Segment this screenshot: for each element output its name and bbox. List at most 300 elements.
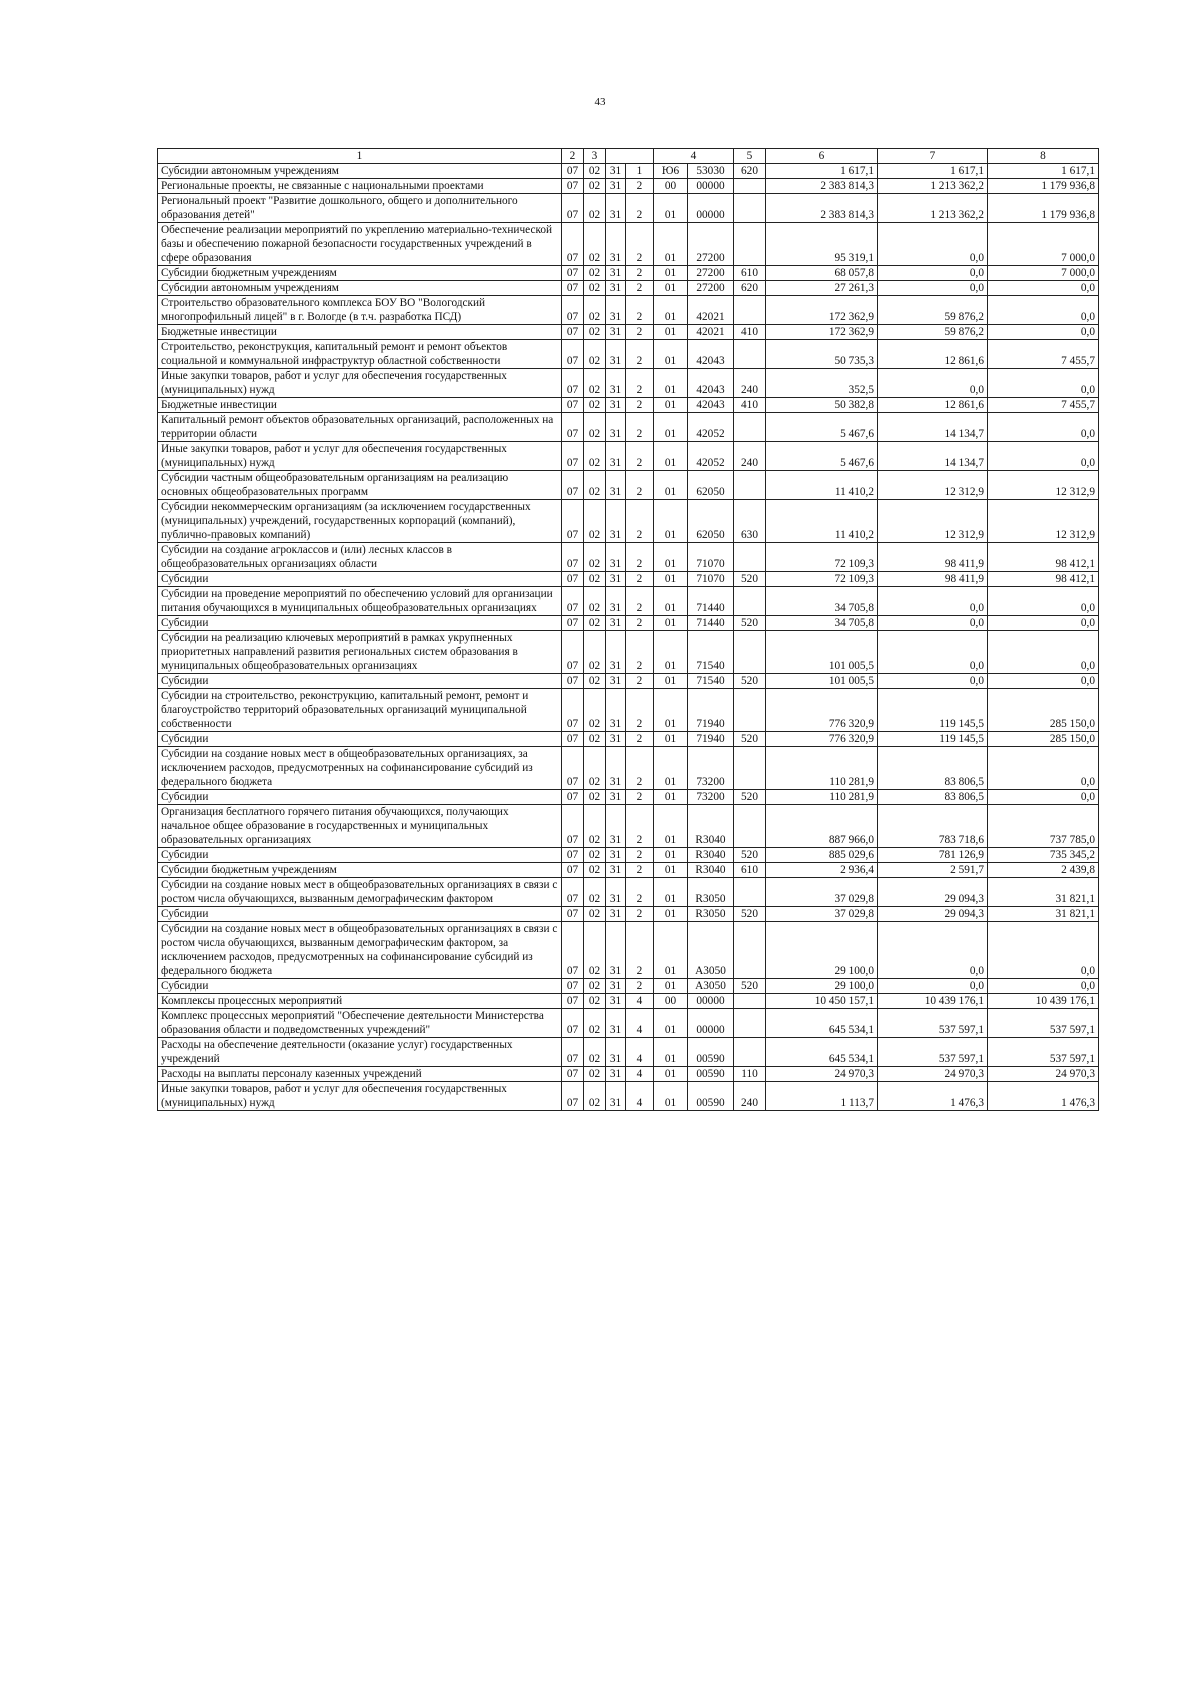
code-cell: 2 [626, 674, 654, 689]
code-cell: 31 [606, 907, 626, 922]
code-cell: 07 [562, 922, 584, 979]
row-name-cell: Субсидии на реализацию ключевых мероприятий в рамках укрупненных приоритетных направлений развития региональных систем образования в муниципальных общеобразовательных организациях [158, 631, 562, 674]
code-cell: 31 [606, 1082, 626, 1111]
code-cell: 31 [606, 878, 626, 907]
code-cell: 02 [584, 616, 606, 631]
code-cell: 31 [606, 500, 626, 543]
code-cell: 1 [626, 164, 654, 179]
code-cell: 31 [606, 296, 626, 325]
header-cell: 1 [158, 149, 562, 164]
code-cell: 00590 [688, 1082, 734, 1111]
code-cell: 2 [626, 922, 654, 979]
row-name-cell: Региональный проект "Развитие дошкольного, общего и дополнительного образования детей" [158, 194, 562, 223]
code-cell: 31 [606, 281, 626, 296]
code-cell: 02 [584, 266, 606, 281]
code-cell: 07 [562, 296, 584, 325]
code-cell: 2 [626, 747, 654, 790]
amount-year3-cell: 0,0 [988, 587, 1099, 616]
code-cell: 2 [626, 296, 654, 325]
code-cell: 02 [584, 848, 606, 863]
code-cell: 31 [606, 572, 626, 587]
amount-year1-cell: 27 261,3 [766, 281, 878, 296]
code-cell: 31 [606, 1009, 626, 1038]
code-cell: 02 [584, 340, 606, 369]
header-cell [606, 149, 654, 164]
code-cell: 02 [584, 543, 606, 572]
code-cell: 02 [584, 572, 606, 587]
code-cell: 00000 [688, 194, 734, 223]
code-cell: 2 [626, 223, 654, 266]
row-name-cell: Субсидии на создание новых мест в общеобразовательных организациях в связи с ростом числа обучающихся, вызванным демографическим фактором [158, 878, 562, 907]
amount-year2-cell: 537 597,1 [878, 1038, 988, 1067]
code-cell: 02 [584, 194, 606, 223]
amount-year1-cell: 50 735,3 [766, 340, 878, 369]
table-row [158, 164, 1099, 179]
header-row [158, 149, 1099, 164]
code-cell: 01 [654, 281, 688, 296]
code-cell: 02 [584, 223, 606, 266]
code-cell: 07 [562, 863, 584, 878]
code-cell: 07 [562, 442, 584, 471]
amount-year1-cell: 776 320,9 [766, 689, 878, 732]
amount-year2-cell: 14 134,7 [878, 442, 988, 471]
code-cell: 31 [606, 1038, 626, 1067]
amount-year3-cell: 0,0 [988, 922, 1099, 979]
code-cell: 4 [626, 1038, 654, 1067]
table-row [158, 500, 1099, 543]
header-cell: 6 [766, 149, 878, 164]
amount-year2-cell: 29 094,3 [878, 878, 988, 907]
code-cell: 00 [654, 994, 688, 1009]
amount-year1-cell: 172 362,9 [766, 325, 878, 340]
code-cell: 07 [562, 1009, 584, 1038]
amount-year3-cell: 0,0 [988, 616, 1099, 631]
code-cell: 31 [606, 747, 626, 790]
expense-type-cell: 610 [734, 266, 766, 281]
code-cell: 01 [654, 543, 688, 572]
amount-year1-cell: 37 029,8 [766, 907, 878, 922]
code-cell: 2 [626, 325, 654, 340]
amount-year3-cell: 0,0 [988, 747, 1099, 790]
code-cell: 07 [562, 790, 584, 805]
code-cell: 07 [562, 616, 584, 631]
amount-year1-cell: 1 113,7 [766, 1082, 878, 1111]
amount-year2-cell: 0,0 [878, 922, 988, 979]
code-cell: 31 [606, 994, 626, 1009]
amount-year3-cell: 1 179 936,8 [988, 179, 1099, 194]
table-row [158, 266, 1099, 281]
code-cell: 4 [626, 1082, 654, 1111]
code-cell: 07 [562, 1067, 584, 1082]
code-cell: 31 [606, 922, 626, 979]
amount-year2-cell: 12 312,9 [878, 500, 988, 543]
code-cell: 02 [584, 863, 606, 878]
expense-type-cell [734, 922, 766, 979]
code-cell: 2 [626, 281, 654, 296]
amount-year2-cell: 83 806,5 [878, 747, 988, 790]
code-cell: 02 [584, 790, 606, 805]
code-cell: 02 [584, 398, 606, 413]
code-cell: 2 [626, 179, 654, 194]
amount-year3-cell: 0,0 [988, 631, 1099, 674]
amount-year1-cell: 2 383 814,3 [766, 179, 878, 194]
amount-year1-cell: 101 005,5 [766, 631, 878, 674]
code-cell: 42021 [688, 325, 734, 340]
code-cell: 01 [654, 266, 688, 281]
table-row [158, 1038, 1099, 1067]
code-cell: 02 [584, 500, 606, 543]
code-cell: 2 [626, 848, 654, 863]
code-cell: 00590 [688, 1038, 734, 1067]
table-row [158, 194, 1099, 223]
code-cell: 31 [606, 369, 626, 398]
table-row [158, 689, 1099, 732]
row-name-cell: Субсидии [158, 674, 562, 689]
amount-year1-cell: 29 100,0 [766, 922, 878, 979]
code-cell: 31 [606, 979, 626, 994]
table-row [158, 878, 1099, 907]
code-cell: 01 [654, 878, 688, 907]
amount-year3-cell: 98 412,1 [988, 543, 1099, 572]
amount-year2-cell: 0,0 [878, 223, 988, 266]
code-cell: 2 [626, 790, 654, 805]
code-cell: 31 [606, 164, 626, 179]
code-cell: 31 [606, 325, 626, 340]
code-cell: 07 [562, 674, 584, 689]
code-cell: 2 [626, 616, 654, 631]
code-cell: 01 [654, 340, 688, 369]
code-cell: 31 [606, 194, 626, 223]
code-cell: 01 [654, 616, 688, 631]
expense-type-cell [734, 747, 766, 790]
expense-type-cell: 610 [734, 863, 766, 878]
code-cell: 07 [562, 281, 584, 296]
amount-year1-cell: 172 362,9 [766, 296, 878, 325]
code-cell: 71440 [688, 587, 734, 616]
expense-type-cell: 240 [734, 1082, 766, 1111]
amount-year2-cell: 0,0 [878, 587, 988, 616]
header-cell: 7 [878, 149, 988, 164]
table-row [158, 1067, 1099, 1082]
code-cell: 01 [654, 922, 688, 979]
code-cell: 42043 [688, 340, 734, 369]
code-cell: 01 [654, 325, 688, 340]
code-cell: 02 [584, 979, 606, 994]
expense-type-cell: 520 [734, 572, 766, 587]
code-cell: 07 [562, 878, 584, 907]
code-cell: 2 [626, 442, 654, 471]
amount-year3-cell: 0,0 [988, 442, 1099, 471]
code-cell: 02 [584, 805, 606, 848]
amount-year2-cell: 1 476,3 [878, 1082, 988, 1111]
amount-year2-cell: 0,0 [878, 266, 988, 281]
code-cell: R3050 [688, 878, 734, 907]
code-cell: 07 [562, 543, 584, 572]
amount-year1-cell: 887 966,0 [766, 805, 878, 848]
code-cell: R3050 [688, 907, 734, 922]
row-name-cell: Субсидии автономным учреждениям [158, 281, 562, 296]
code-cell: 00590 [688, 1067, 734, 1082]
code-cell: 31 [606, 790, 626, 805]
amount-year3-cell: 0,0 [988, 369, 1099, 398]
code-cell: 02 [584, 732, 606, 747]
code-cell: 01 [654, 1067, 688, 1082]
table-row [158, 340, 1099, 369]
amount-year1-cell: 5 467,6 [766, 442, 878, 471]
code-cell: 31 [606, 616, 626, 631]
amount-year2-cell: 0,0 [878, 631, 988, 674]
code-cell: 31 [606, 631, 626, 674]
amount-year3-cell: 10 439 176,1 [988, 994, 1099, 1009]
amount-year1-cell: 72 109,3 [766, 543, 878, 572]
table-row [158, 281, 1099, 296]
row-name-cell: Капитальный ремонт объектов образовательных организаций, расположенных на территории области [158, 413, 562, 442]
amount-year3-cell: 0,0 [988, 790, 1099, 805]
amount-year3-cell: 7 000,0 [988, 223, 1099, 266]
code-cell: А3050 [688, 979, 734, 994]
amount-year1-cell: 1 617,1 [766, 164, 878, 179]
code-cell: 01 [654, 689, 688, 732]
row-name-cell: Субсидии автономным учреждениям [158, 164, 562, 179]
expense-type-cell [734, 296, 766, 325]
code-cell: 07 [562, 398, 584, 413]
amount-year1-cell: 11 410,2 [766, 500, 878, 543]
amount-year3-cell: 537 597,1 [988, 1038, 1099, 1067]
table-row [158, 863, 1099, 878]
table-row [158, 325, 1099, 340]
code-cell: 00000 [688, 994, 734, 1009]
code-cell: 2 [626, 878, 654, 907]
amount-year1-cell: 34 705,8 [766, 616, 878, 631]
code-cell: 01 [654, 790, 688, 805]
code-cell: 02 [584, 907, 606, 922]
row-name-cell: Организация бесплатного горячего питания обучающихся, получающих начальное общее образование в государственных и муниципальных образовательных организациях [158, 805, 562, 848]
row-name-cell: Субсидии на строительство, реконструкцию, капитальный ремонт, ремонт и благоустройство территорий образовательных организаций муниципальной собственности [158, 689, 562, 732]
row-name-cell: Субсидии на создание новых мест в общеобразовательных организациях в связи с ростом числа обучающихся, вызванным демографическим фактором, за исключением расходов, предусмотренных на софинансирование субсидий из федерального бюджета [158, 922, 562, 979]
amount-year2-cell: 1 213 362,2 [878, 194, 988, 223]
table-row [158, 994, 1099, 1009]
amount-year2-cell: 59 876,2 [878, 325, 988, 340]
code-cell: 4 [626, 1009, 654, 1038]
row-name-cell: Комплекс процессных мероприятий "Обеспечение деятельности Министерства образования области и подведомственных учреждений" [158, 1009, 562, 1038]
row-name-cell: Строительство образовательного комплекса БОУ ВО "Вологодский многопрофильный лицей" в г. Вологде (в т.ч. разработка ПСД) [158, 296, 562, 325]
code-cell: 2 [626, 413, 654, 442]
table-row [158, 369, 1099, 398]
code-cell: 02 [584, 164, 606, 179]
expense-type-cell: 240 [734, 442, 766, 471]
table-row [158, 674, 1099, 689]
amount-year2-cell: 2 591,7 [878, 863, 988, 878]
code-cell: 71940 [688, 689, 734, 732]
code-cell: 31 [606, 340, 626, 369]
code-cell: 2 [626, 689, 654, 732]
code-cell: 42043 [688, 398, 734, 413]
code-cell: А3050 [688, 922, 734, 979]
row-name-cell: Субсидии частным общеобразовательным организациям на реализацию основных общеобразовательных программ [158, 471, 562, 500]
amount-year3-cell: 31 821,1 [988, 878, 1099, 907]
row-name-cell: Региональные проекты, не связанные с национальными проектами [158, 179, 562, 194]
expense-type-cell [734, 340, 766, 369]
amount-year1-cell: 50 382,8 [766, 398, 878, 413]
amount-year3-cell: 0,0 [988, 413, 1099, 442]
expense-type-cell [734, 471, 766, 500]
code-cell: 02 [584, 442, 606, 471]
code-cell: 01 [654, 296, 688, 325]
amount-year3-cell: 7 455,7 [988, 340, 1099, 369]
code-cell: 27200 [688, 266, 734, 281]
amount-year1-cell: 2 383 814,3 [766, 194, 878, 223]
code-cell: 07 [562, 907, 584, 922]
expense-type-cell [734, 878, 766, 907]
header-cell: 4 [654, 149, 734, 164]
code-cell: 07 [562, 164, 584, 179]
amount-year3-cell: 285 150,0 [988, 689, 1099, 732]
expense-type-cell: 620 [734, 164, 766, 179]
code-cell: 31 [606, 471, 626, 500]
code-cell: 02 [584, 1082, 606, 1111]
amount-year3-cell: 1 476,3 [988, 1082, 1099, 1111]
code-cell: 02 [584, 471, 606, 500]
amount-year3-cell: 735 345,2 [988, 848, 1099, 863]
expense-type-cell [734, 223, 766, 266]
expense-type-cell: 410 [734, 398, 766, 413]
code-cell: 07 [562, 223, 584, 266]
amount-year2-cell: 29 094,3 [878, 907, 988, 922]
code-cell: 02 [584, 747, 606, 790]
code-cell: 42052 [688, 413, 734, 442]
code-cell: 31 [606, 848, 626, 863]
code-cell: 42043 [688, 369, 734, 398]
code-cell: 31 [606, 805, 626, 848]
code-cell: 01 [654, 631, 688, 674]
expense-type-cell [734, 631, 766, 674]
expense-type-cell [734, 1009, 766, 1038]
budget-table [157, 148, 1099, 1111]
code-cell: 2 [626, 587, 654, 616]
expense-type-cell: 520 [734, 848, 766, 863]
code-cell: R3040 [688, 863, 734, 878]
code-cell: 01 [654, 223, 688, 266]
code-cell: 2 [626, 732, 654, 747]
code-cell: 02 [584, 994, 606, 1009]
code-cell: 01 [654, 848, 688, 863]
code-cell: 01 [654, 369, 688, 398]
code-cell: 01 [654, 732, 688, 747]
table-row [158, 922, 1099, 979]
code-cell: 02 [584, 689, 606, 732]
expense-type-cell [734, 413, 766, 442]
code-cell: 01 [654, 572, 688, 587]
code-cell: 31 [606, 587, 626, 616]
table-row [158, 587, 1099, 616]
amount-year2-cell: 12 312,9 [878, 471, 988, 500]
table-row [158, 179, 1099, 194]
expense-type-cell: 110 [734, 1067, 766, 1082]
code-cell: R3040 [688, 805, 734, 848]
amount-year2-cell: 10 439 176,1 [878, 994, 988, 1009]
amount-year2-cell: 119 145,5 [878, 689, 988, 732]
code-cell: 31 [606, 732, 626, 747]
table-row [158, 907, 1099, 922]
table-row [158, 790, 1099, 805]
code-cell: R3040 [688, 848, 734, 863]
table-row [158, 1009, 1099, 1038]
code-cell: 31 [606, 442, 626, 471]
code-cell: 01 [654, 1038, 688, 1067]
code-cell: 07 [562, 340, 584, 369]
row-name-cell: Строительство, реконструкция, капитальный ремонт и ремонт объектов социальной и коммунальной инфраструктур областной собственности [158, 340, 562, 369]
code-cell: 73200 [688, 790, 734, 805]
amount-year1-cell: 645 534,1 [766, 1009, 878, 1038]
code-cell: 2 [626, 805, 654, 848]
row-name-cell: Субсидии [158, 907, 562, 922]
expense-type-cell [734, 994, 766, 1009]
expense-type-cell: 410 [734, 325, 766, 340]
amount-year1-cell: 95 319,1 [766, 223, 878, 266]
header-cell: 5 [734, 149, 766, 164]
code-cell: 2 [626, 631, 654, 674]
row-name-cell: Субсидии [158, 790, 562, 805]
amount-year2-cell: 119 145,5 [878, 732, 988, 747]
code-cell: 07 [562, 979, 584, 994]
code-cell: 01 [654, 442, 688, 471]
code-cell: 07 [562, 369, 584, 398]
code-cell: 73200 [688, 747, 734, 790]
table-row [158, 572, 1099, 587]
code-cell: 31 [606, 413, 626, 442]
amount-year1-cell: 645 534,1 [766, 1038, 878, 1067]
code-cell: 07 [562, 747, 584, 790]
code-cell: 31 [606, 266, 626, 281]
code-cell: 07 [562, 805, 584, 848]
amount-year3-cell: 12 312,9 [988, 500, 1099, 543]
amount-year3-cell: 0,0 [988, 296, 1099, 325]
amount-year3-cell: 7 455,7 [988, 398, 1099, 413]
code-cell: 01 [654, 413, 688, 442]
row-name-cell: Субсидии на создание новых мест в общеобразовательных организациях, за исключением расходов, предусмотренных на софинансирование субсидий из федерального бюджета [158, 747, 562, 790]
amount-year3-cell: 285 150,0 [988, 732, 1099, 747]
code-cell: 31 [606, 543, 626, 572]
table-row [158, 398, 1099, 413]
amount-year2-cell: 783 718,6 [878, 805, 988, 848]
row-name-cell: Субсидии [158, 732, 562, 747]
code-cell: 4 [626, 1067, 654, 1082]
code-cell: 31 [606, 863, 626, 878]
expense-type-cell: 520 [734, 732, 766, 747]
amount-year3-cell: 537 597,1 [988, 1009, 1099, 1038]
code-cell: 01 [654, 747, 688, 790]
expense-type-cell: 620 [734, 281, 766, 296]
amount-year1-cell: 24 970,3 [766, 1067, 878, 1082]
code-cell: 2 [626, 398, 654, 413]
table-row [158, 223, 1099, 266]
amount-year3-cell: 0,0 [988, 674, 1099, 689]
code-cell: 2 [626, 907, 654, 922]
code-cell: 07 [562, 179, 584, 194]
code-cell: 07 [562, 266, 584, 281]
code-cell: 01 [654, 907, 688, 922]
amount-year2-cell: 98 411,9 [878, 543, 988, 572]
code-cell: 02 [584, 325, 606, 340]
code-cell: 2 [626, 266, 654, 281]
code-cell: 71940 [688, 732, 734, 747]
amount-year3-cell: 7 000,0 [988, 266, 1099, 281]
expense-type-cell: 520 [734, 907, 766, 922]
amount-year3-cell: 24 970,3 [988, 1067, 1099, 1082]
code-cell: 07 [562, 732, 584, 747]
code-cell: 31 [606, 179, 626, 194]
table-row [158, 732, 1099, 747]
